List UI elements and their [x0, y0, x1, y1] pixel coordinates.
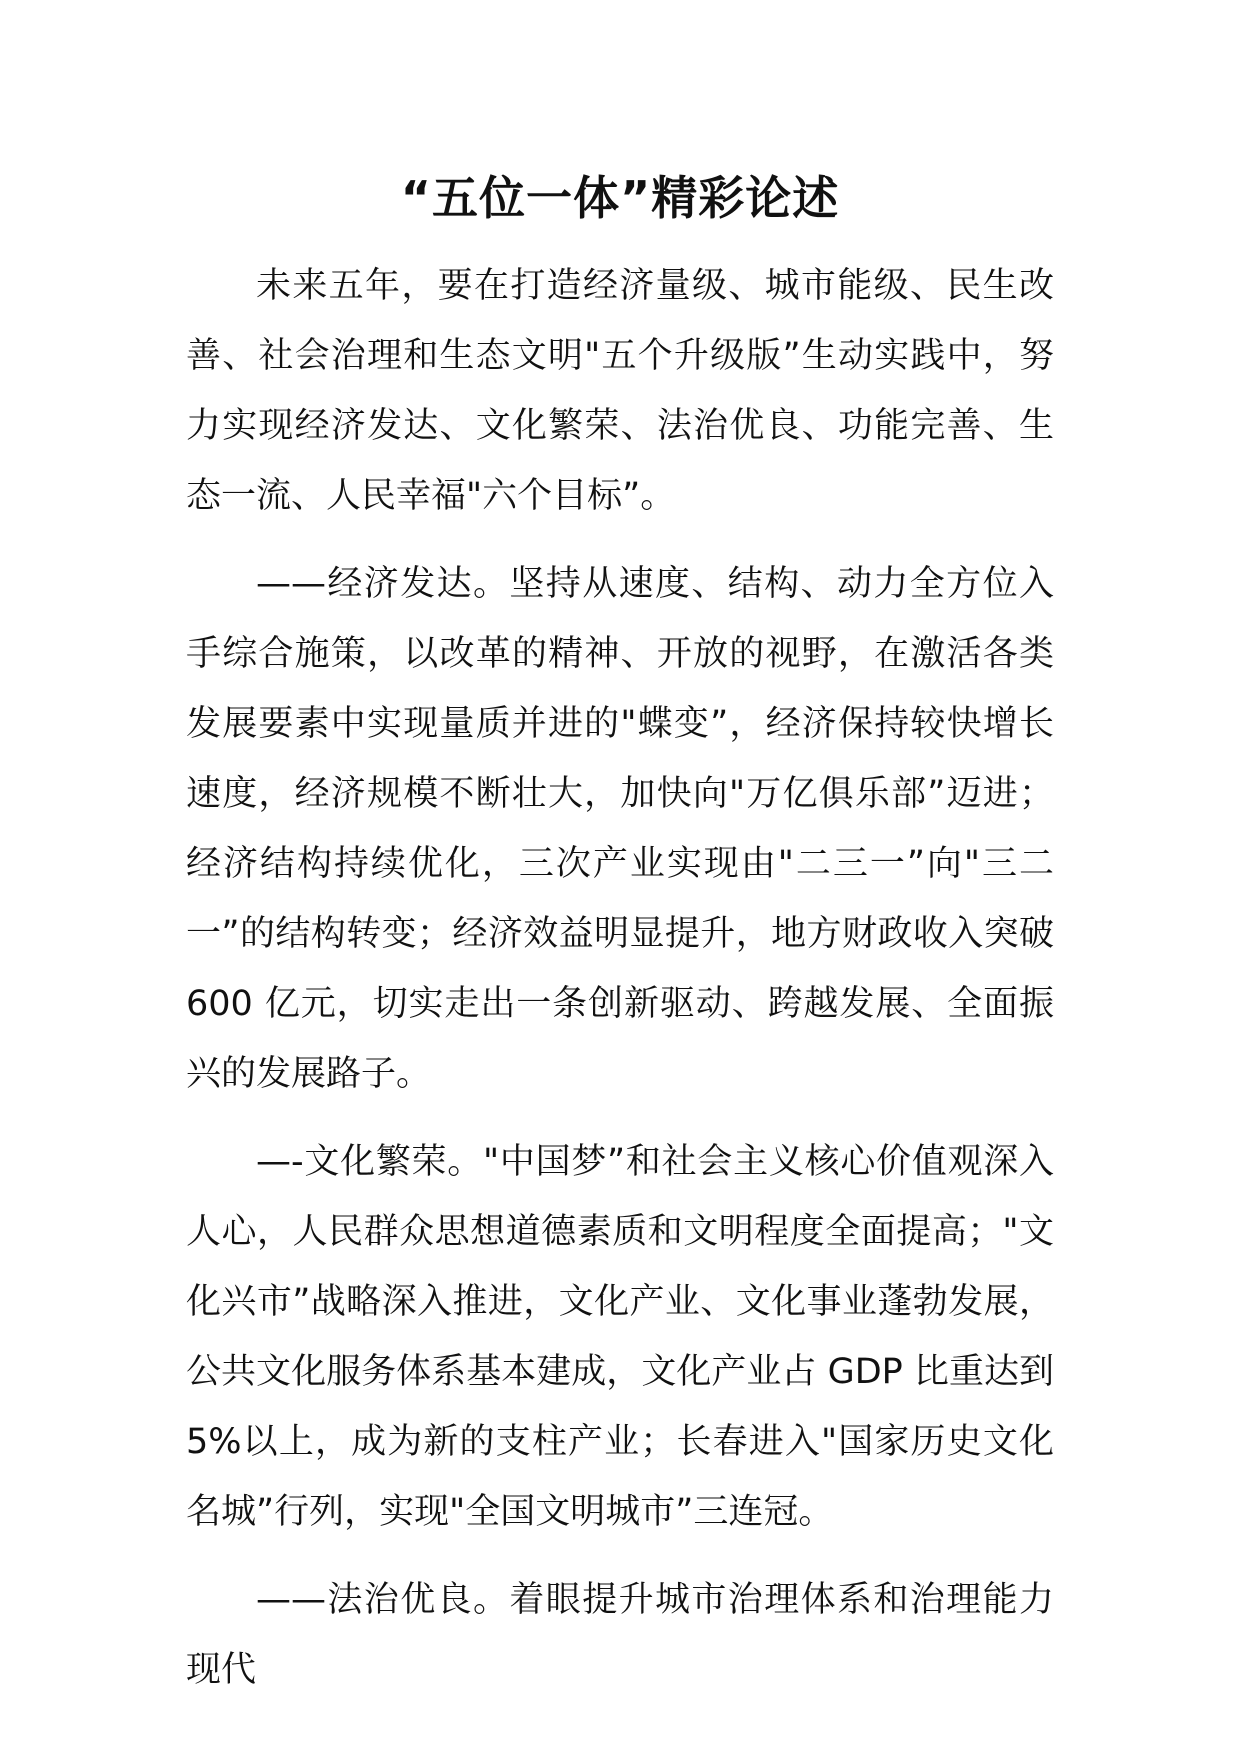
- paragraph-culture: —-文化繁荣。"中国梦”和社会主义核心价值观深入人心，人民群众思想道德素质和文明程度全面提高；"文化兴市”战略深入推进，文化产业、文化事业蓬勃发展，公共文化服务体系基本建成，文化产业占 GDP 比重达到 5%以上，成为新的支柱产业；长春进入"国家历史文化名城”行列，实现"全国文明城市”三连冠。: [186, 1142, 1054, 1532]
- document-body: [186, 251, 1054, 1723]
- paragraph-intro: 未来五年，要在打造经济量级、城市能级、民生改善、社会治理和生态文明"五个升级版”生动实践中，努力实现经济发达、文化繁荣、法治优良、功能完善、生态一流、人民幸福"六个目标”。: [186, 266, 1054, 516]
- document-title: “五位一体”精彩论述: [400, 171, 840, 225]
- paragraph-economy: ——经济发达。坚持从速度、结构、动力全方位入手综合施策，以改革的精神、开放的视野，在激活各类发展要素中实现量质并进的"蝶变”，经济保持较快增长速度，经济规模不断壮大，加快向"万亿俱乐部”迈进；经济结构持续优化，三次产业实现由"二三一”向"三二一”的结构转变；经济效益明显提升，地方财政收入突破 600 亿元，切实走出一条创新驱动、跨越发展、全面振兴的发展路子。: [186, 564, 1054, 1094]
- paragraph-rule-of-law: ——法治优良。着眼提升城市治理体系和治理能力现代: [186, 1580, 1054, 1690]
